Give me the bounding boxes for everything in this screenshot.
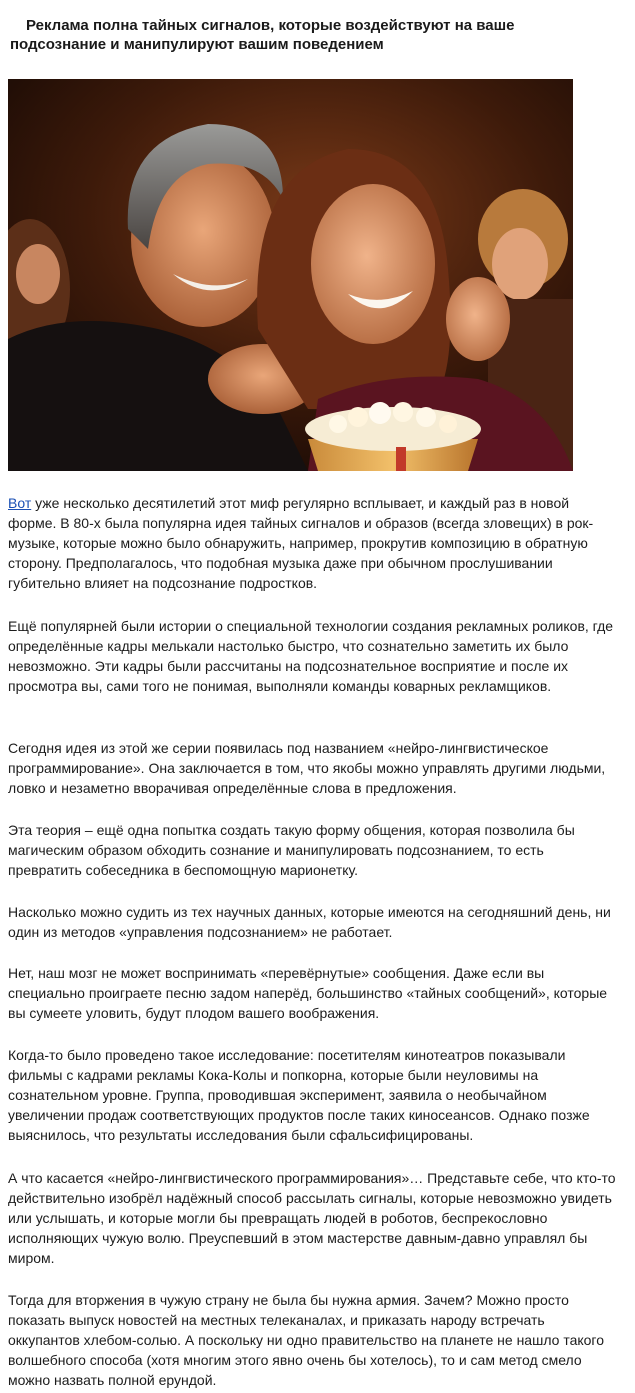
paragraph-3: Сегодня идея из этой же серии появилась под названием «нейро-лингвистическое программирование». Она заключается в том, что якобы можно управлять другими людьми, ловко и незаметно вворачивая определённые слова в предложения. <box>8 740 606 796</box>
paragraph-9: Тогда для вторжения в чужую страну не была бы нужна армия. Зачем? Можно просто показать выпуск новостей на местных телеканалах, и приказать народу встречать оккупантов хлебом-солью. А поскольку ни одно правительство на планете не нашло такого волшебного способа (хотя многим этого явно очень бы хотелось), то и сам метод смело можно назвать полной ерундой. <box>8 1292 605 1388</box>
photo-couple-cinema-popcorn-icon <box>8 79 573 471</box>
paragraph-4: Эта теория – ещё одна попытка создать такую форму общения, которая позволила бы магическим образом обходить сознание и манипулировать подсознанием, то есть превратить собеседника в беспомощную марионетку. <box>8 822 575 878</box>
paragraph-1 <box>8 493 620 593</box>
paragraph-8: А что касается «нейро-лингвистического программирования»… Представьте себе, что кто-то действительно изобрёл надёжный способ рассылать сигналы, которые невозможно увидеть или услышать, и которые могли бы превращать людей в роботов, беспрекословно исполняющих чужую волю. Преуспевший в этом мастерстве давным-давно управлял бы миром. <box>8 1170 616 1266</box>
paragraph-6: Нет, наш мозг не может воспринимать «перевёрнутые» сообщения. Даже если вы специально проиграете песню задом наперёд, большинство «тайных сообщений», которые вы сумеете уловить, будут плодом вашего воображения. <box>8 965 608 1021</box>
paragraph-1-text: уже несколько десятилетий этот миф регулярно всплывает, и каждый раз в новой форме. В 80-х была популярна идея тайных сигналов и образов (всегда зловещих) в рок-музыке, которые можно было обнаружить, например, прокрутив композицию в обратную сторону. Предполагалось, что подобная музыка даже при обычном прослушивании губительно влияет на подсознание подростков. <box>8 495 594 591</box>
article-headline: Реклама полна тайных сигналов, которые воздействуют на ваше подсознание и манипулируют вашим поведением <box>10 17 515 53</box>
article-photo <box>8 79 573 471</box>
paragraph-5: Насколько можно судить из тех научных данных, которые имеются на сегодняшний день, ни один из методов «управления подсознанием» не работает. <box>8 904 611 940</box>
paragraph-2: Ещё популярней были истории о специальной технологии создания рекламных роликов, где определённые кадры мелькали настолько быстро, что сознательно заметить их было невозможно. Эти кадры были рассчитаны на подсознательное восприятие и после их просмотра вы, сами того не понимая, выполняли команды коварных рекламщиков. <box>8 618 614 694</box>
paragraph-7: Когда-то было проведено такое исследование: посетителям кинотеатров показывали фильмы с кадрами рекламы Кока-Колы и попкорна, которые были неуловимы на сознательном уровне. Группа, проводившая эксперимент, заявила о необычайном увеличении продаж соответствующих продуктов после таких киносеансов. Однако позже выяснилось, что результаты исследования были сфальсифицированы. <box>8 1047 590 1143</box>
lead-link[interactable]: Вот <box>8 495 32 511</box>
